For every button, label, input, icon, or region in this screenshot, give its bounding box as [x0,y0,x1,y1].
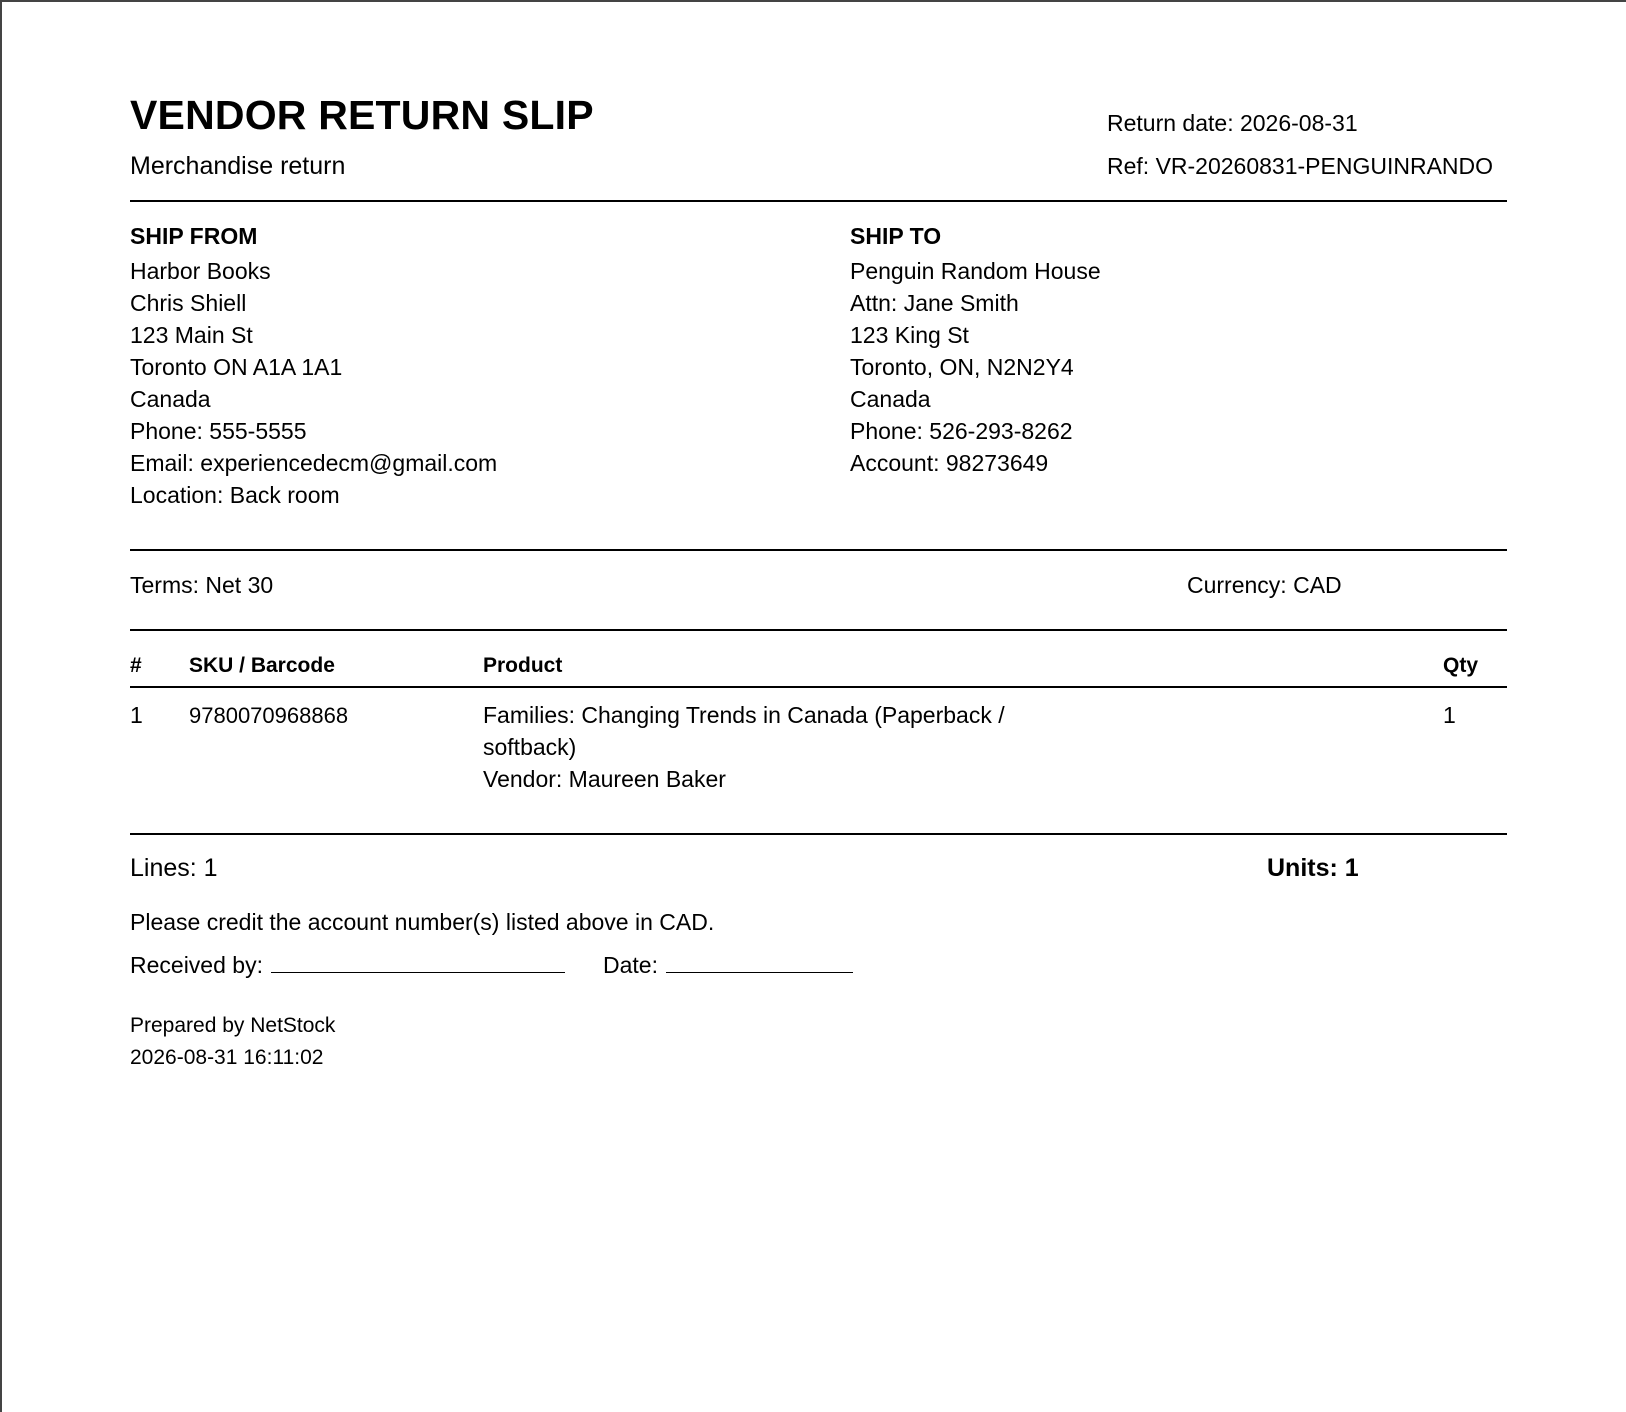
ship-to-phone: Phone: 526-293-8262 [850,418,1073,444]
ship-from-email: Email: experiencedecm@gmail.com [130,450,498,476]
column-header-sku: SKU / Barcode [189,654,335,677]
row-sku: 9780070968868 [189,703,349,728]
date-label: Date: [603,952,658,978]
reference-number: Ref: VR-20260831-PENGUINRANDO [1107,153,1494,179]
document-title: VENDOR RETURN SLIP [130,92,594,138]
row-qty: 1 [1443,702,1456,728]
header-divider [130,200,1507,202]
currency: Currency: CAD [1187,572,1342,598]
received-by-signature-line [271,971,565,973]
address-divider [130,549,1507,551]
generated-timestamp: 2026-08-31 16:11:02 [130,1046,324,1069]
ship-from-line: Toronto ON A1A 1A1 [130,354,343,380]
ship-to-heading: SHIP TO [850,223,942,249]
document-subtitle: Merchandise return [130,152,346,180]
credit-note: Please credit the account number(s) listed above in CAD. [130,909,715,935]
payment-terms: Terms: Net 30 [130,572,274,598]
prepared-by: Prepared by NetStock [130,1014,336,1037]
column-header-qty: Qty [1443,654,1479,677]
row-number: 1 [130,702,143,728]
return-date: Return date: 2026-08-31 [1107,110,1358,136]
ship-to-line: Toronto, ON, N2N2Y4 [850,354,1074,380]
ship-from-heading: SHIP FROM [130,223,258,249]
row-product-title: Families: Changing Trends in Canada (Paperback / [483,702,1005,728]
column-header-number: # [130,654,142,677]
table-header-divider [130,686,1507,688]
column-header-product: Product [483,654,563,677]
date-signature-line [666,971,853,973]
ship-from-line: Canada [130,386,211,412]
table-bottom-divider [130,833,1507,835]
ship-to-line: Canada [850,386,931,412]
ship-to-line: 123 King St [850,322,969,348]
ship-to-account: Account: 98273649 [850,450,1049,476]
row-vendor: Vendor: Maureen Baker [483,766,726,792]
line-count: Lines: 1 [130,854,218,882]
received-by-field [130,952,565,979]
ship-to-line: Penguin Random House [850,258,1101,284]
table-top-divider [130,629,1507,631]
ship-from-line: Chris Shiell [130,290,247,316]
ship-from-line: Harbor Books [130,258,271,284]
ship-from-location: Location: Back room [130,482,340,508]
row-product-title-cont: softback) [483,734,577,760]
unit-count: Units: 1 [1267,854,1359,882]
ship-from-phone: Phone: 555-5555 [130,418,307,444]
ship-from-line: 123 Main St [130,322,253,348]
received-by-label: Received by: [130,952,263,978]
ship-to-line: Attn: Jane Smith [850,290,1019,316]
date-field [603,952,853,979]
